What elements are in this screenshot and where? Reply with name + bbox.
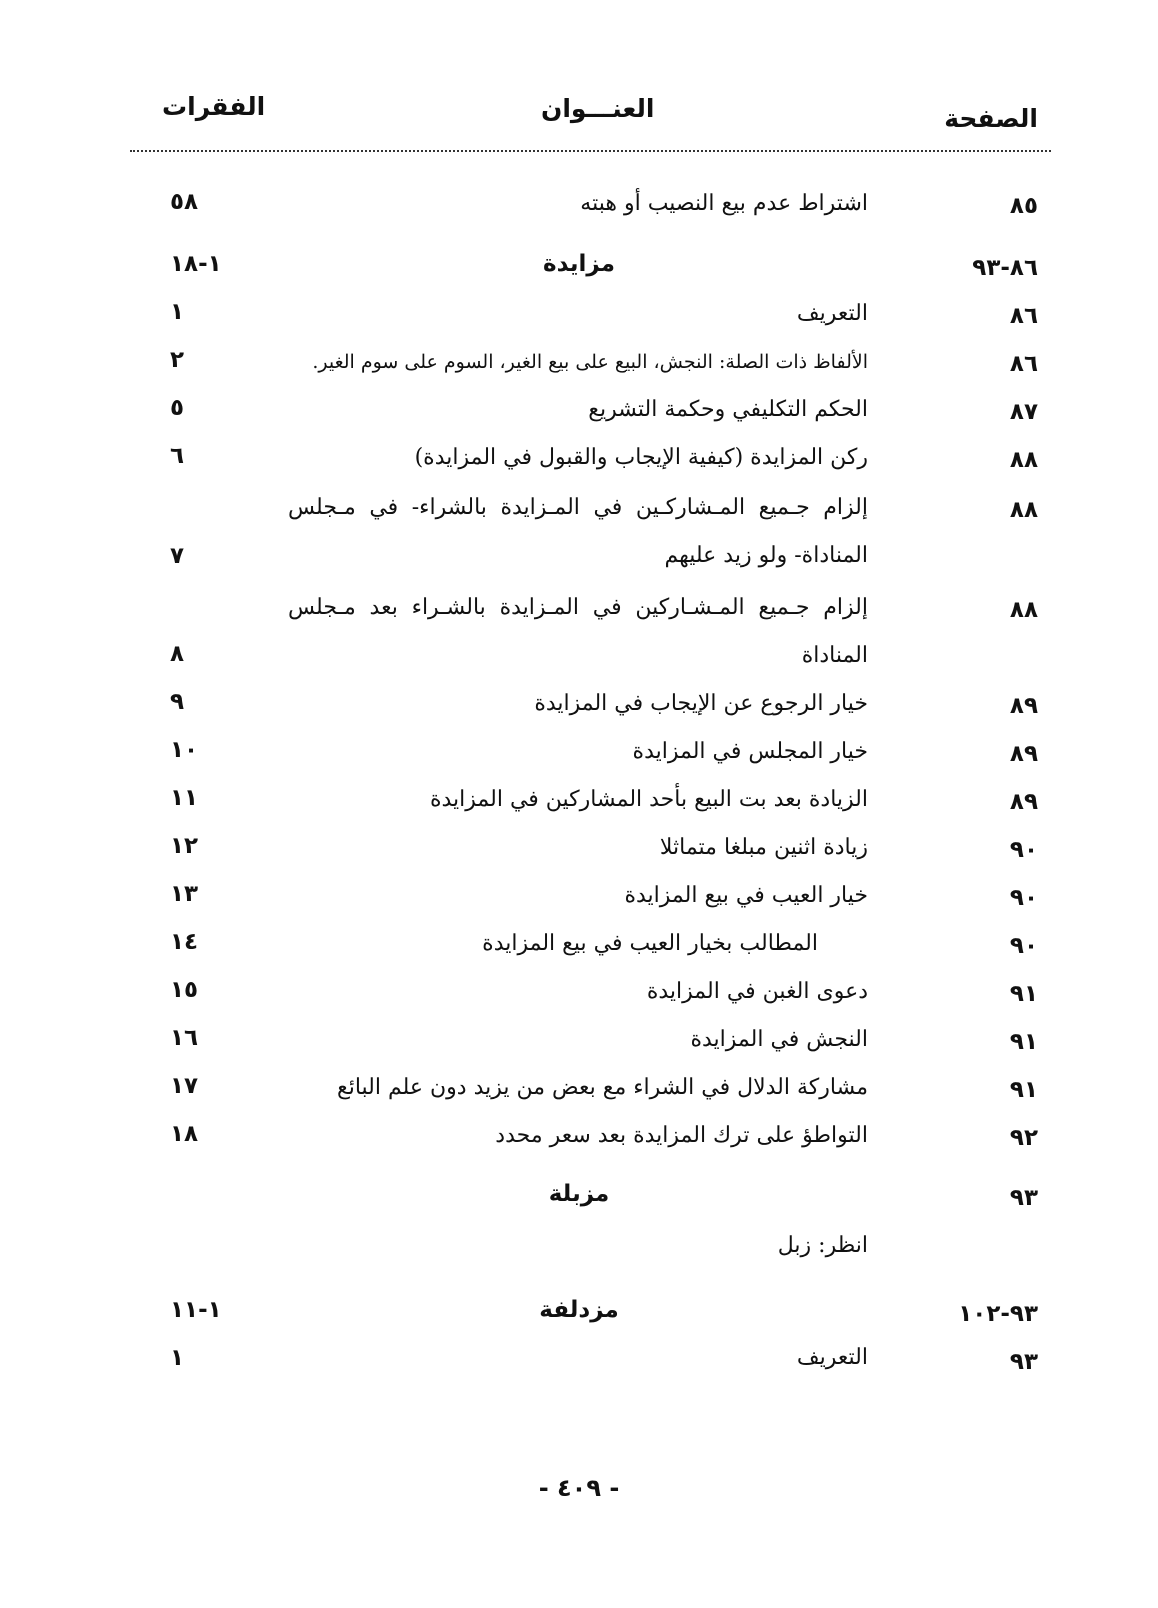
- row-title: التواطؤ على ترك المزايدة بعد سعر محدد: [495, 1123, 868, 1148]
- row-title: دعوى الغبن في المزايدة: [646, 979, 868, 1004]
- row-paragraphs: ٧: [170, 543, 185, 569]
- index-row-subentry: [0, 920, 1158, 970]
- row-title: التعريف: [796, 301, 868, 326]
- row-title: خيار الرجوع عن الإيجاب في المزايدة: [534, 691, 868, 716]
- row-paragraphs: ١-١٨: [170, 251, 222, 277]
- row-title: اشتراط عدم بيع النصيب أو هبته: [580, 191, 868, 216]
- index-row: [0, 290, 1158, 340]
- row-page: ٩٣: [1009, 1185, 1038, 1211]
- row-page: ٨٧: [1009, 399, 1038, 425]
- row-title: إلزام جـميع المـشاركـين في المـزايدة بالشراء- في مـجلس المناداة- ولو زيد عليهم: [288, 495, 868, 568]
- row-page: ٨٦: [1009, 303, 1038, 329]
- row-title: انظر: زبل: [777, 1233, 868, 1258]
- index-row-heading: [0, 1286, 1158, 1336]
- row-page: ٨٦-٩٣: [972, 255, 1038, 281]
- row-title: خيار العيب في بيع المزايدة: [624, 883, 868, 908]
- row-page: ٩١: [1009, 1029, 1038, 1055]
- index-row-heading: [0, 240, 1158, 290]
- row-page: ٩٠: [1009, 837, 1038, 863]
- index-row: [0, 680, 1158, 730]
- index-row-multiline: [0, 584, 1158, 684]
- row-paragraphs: ١٨: [170, 1121, 199, 1147]
- row-page: ٨٨: [1009, 447, 1038, 473]
- row-page: ٩٣-١٠٢: [958, 1301, 1038, 1327]
- index-row: [0, 1016, 1158, 1066]
- row-page: ٨٨: [1009, 497, 1038, 523]
- index-row: [0, 386, 1158, 436]
- row-page: ٩١: [1009, 981, 1038, 1007]
- row-title: مزبلة: [548, 1181, 610, 1207]
- index-row-cross-reference: [0, 1222, 1158, 1272]
- index-row-multiline: [0, 484, 1158, 584]
- row-paragraphs: ٥: [170, 395, 185, 421]
- row-paragraphs: ٨: [170, 641, 185, 667]
- row-title: الألفاظ ذات الصلة: النجش، البيع على بيع الغير، السوم على سوم الغير.: [312, 351, 868, 373]
- row-title: مزايدة: [543, 251, 615, 277]
- page-number: - ٤٠٩ -: [538, 1474, 620, 1502]
- row-paragraphs: ١١: [170, 785, 199, 811]
- row-page: ٨٨: [1009, 597, 1038, 623]
- row-paragraphs: ١٢: [170, 833, 199, 859]
- row-page: ٩٣: [1009, 1349, 1038, 1375]
- row-title: ركن المزايدة (كيفية الإيجاب والقبول في المزايدة): [414, 445, 868, 470]
- row-paragraphs: ١-١١: [170, 1297, 222, 1323]
- row-paragraphs: ١٧: [170, 1073, 199, 1099]
- row-paragraphs: ٥٨: [170, 189, 199, 215]
- row-page: ٨٩: [1009, 693, 1038, 719]
- row-title: الحكم التكليفي وحكمة التشريع: [588, 397, 868, 422]
- row-page: ٨٦: [1009, 351, 1038, 377]
- index-row: [0, 180, 1158, 230]
- row-title: مزدلفة: [539, 1297, 619, 1323]
- row-page: ٩٢: [1009, 1125, 1038, 1151]
- row-page: ٩١: [1009, 1077, 1038, 1103]
- row-page: ٨٥: [1009, 193, 1038, 219]
- header-paragraphs-column: الفقرات: [162, 92, 266, 121]
- table-header: [0, 92, 1158, 132]
- index-row: [0, 1064, 1158, 1114]
- index-row-heading: [0, 1170, 1158, 1220]
- row-paragraphs: ٦: [170, 443, 185, 469]
- row-paragraphs: ١٤: [170, 929, 199, 955]
- row-title: زيادة اثنين مبلغا متماثلا: [659, 835, 868, 860]
- row-paragraphs: ١: [170, 1345, 185, 1371]
- row-paragraphs: ١: [170, 299, 185, 325]
- row-title: إلزام جـميع المـشـاركين في المـزايدة بالشـراء بعد مـجلس المناداة: [288, 595, 868, 668]
- index-row: [0, 434, 1158, 484]
- index-row: [0, 824, 1158, 874]
- index-row: [0, 1112, 1158, 1162]
- index-row: [0, 968, 1158, 1018]
- row-page: ٩٠: [1009, 933, 1038, 959]
- row-title: التعريف: [796, 1345, 868, 1370]
- row-title: الزيادة بعد بت البيع بأحد المشاركين في المزايدة: [429, 787, 868, 812]
- row-title: النجش في المزايدة: [690, 1027, 868, 1052]
- row-paragraphs: ١٣: [170, 881, 199, 907]
- row-paragraphs: ٩: [170, 689, 185, 715]
- header-page-column: الصفحة: [944, 104, 1038, 133]
- dotted-separator: [130, 150, 1051, 152]
- row-title: خيار المجلس في المزايدة: [632, 739, 868, 764]
- row-paragraphs: ١٠: [170, 737, 199, 763]
- index-row: [0, 1334, 1158, 1384]
- header-title-column: العنـــوان: [541, 94, 655, 123]
- row-title: مشاركة الدلال في الشراء مع بعض من يزيد دون علم البائع: [337, 1075, 868, 1100]
- index-row: [0, 776, 1158, 826]
- row-page: ٨٩: [1009, 741, 1038, 767]
- index-row: [0, 338, 1158, 388]
- row-paragraphs: ١٥: [170, 977, 199, 1003]
- index-row: [0, 728, 1158, 778]
- row-title: المطالب بخيار العيب في بيع المزايدة: [482, 931, 818, 956]
- row-page: ٩٠: [1009, 885, 1038, 911]
- row-paragraphs: ١٦: [170, 1025, 199, 1051]
- index-row: [0, 872, 1158, 922]
- row-paragraphs: ٢: [170, 347, 185, 373]
- row-page: ٨٩: [1009, 789, 1038, 815]
